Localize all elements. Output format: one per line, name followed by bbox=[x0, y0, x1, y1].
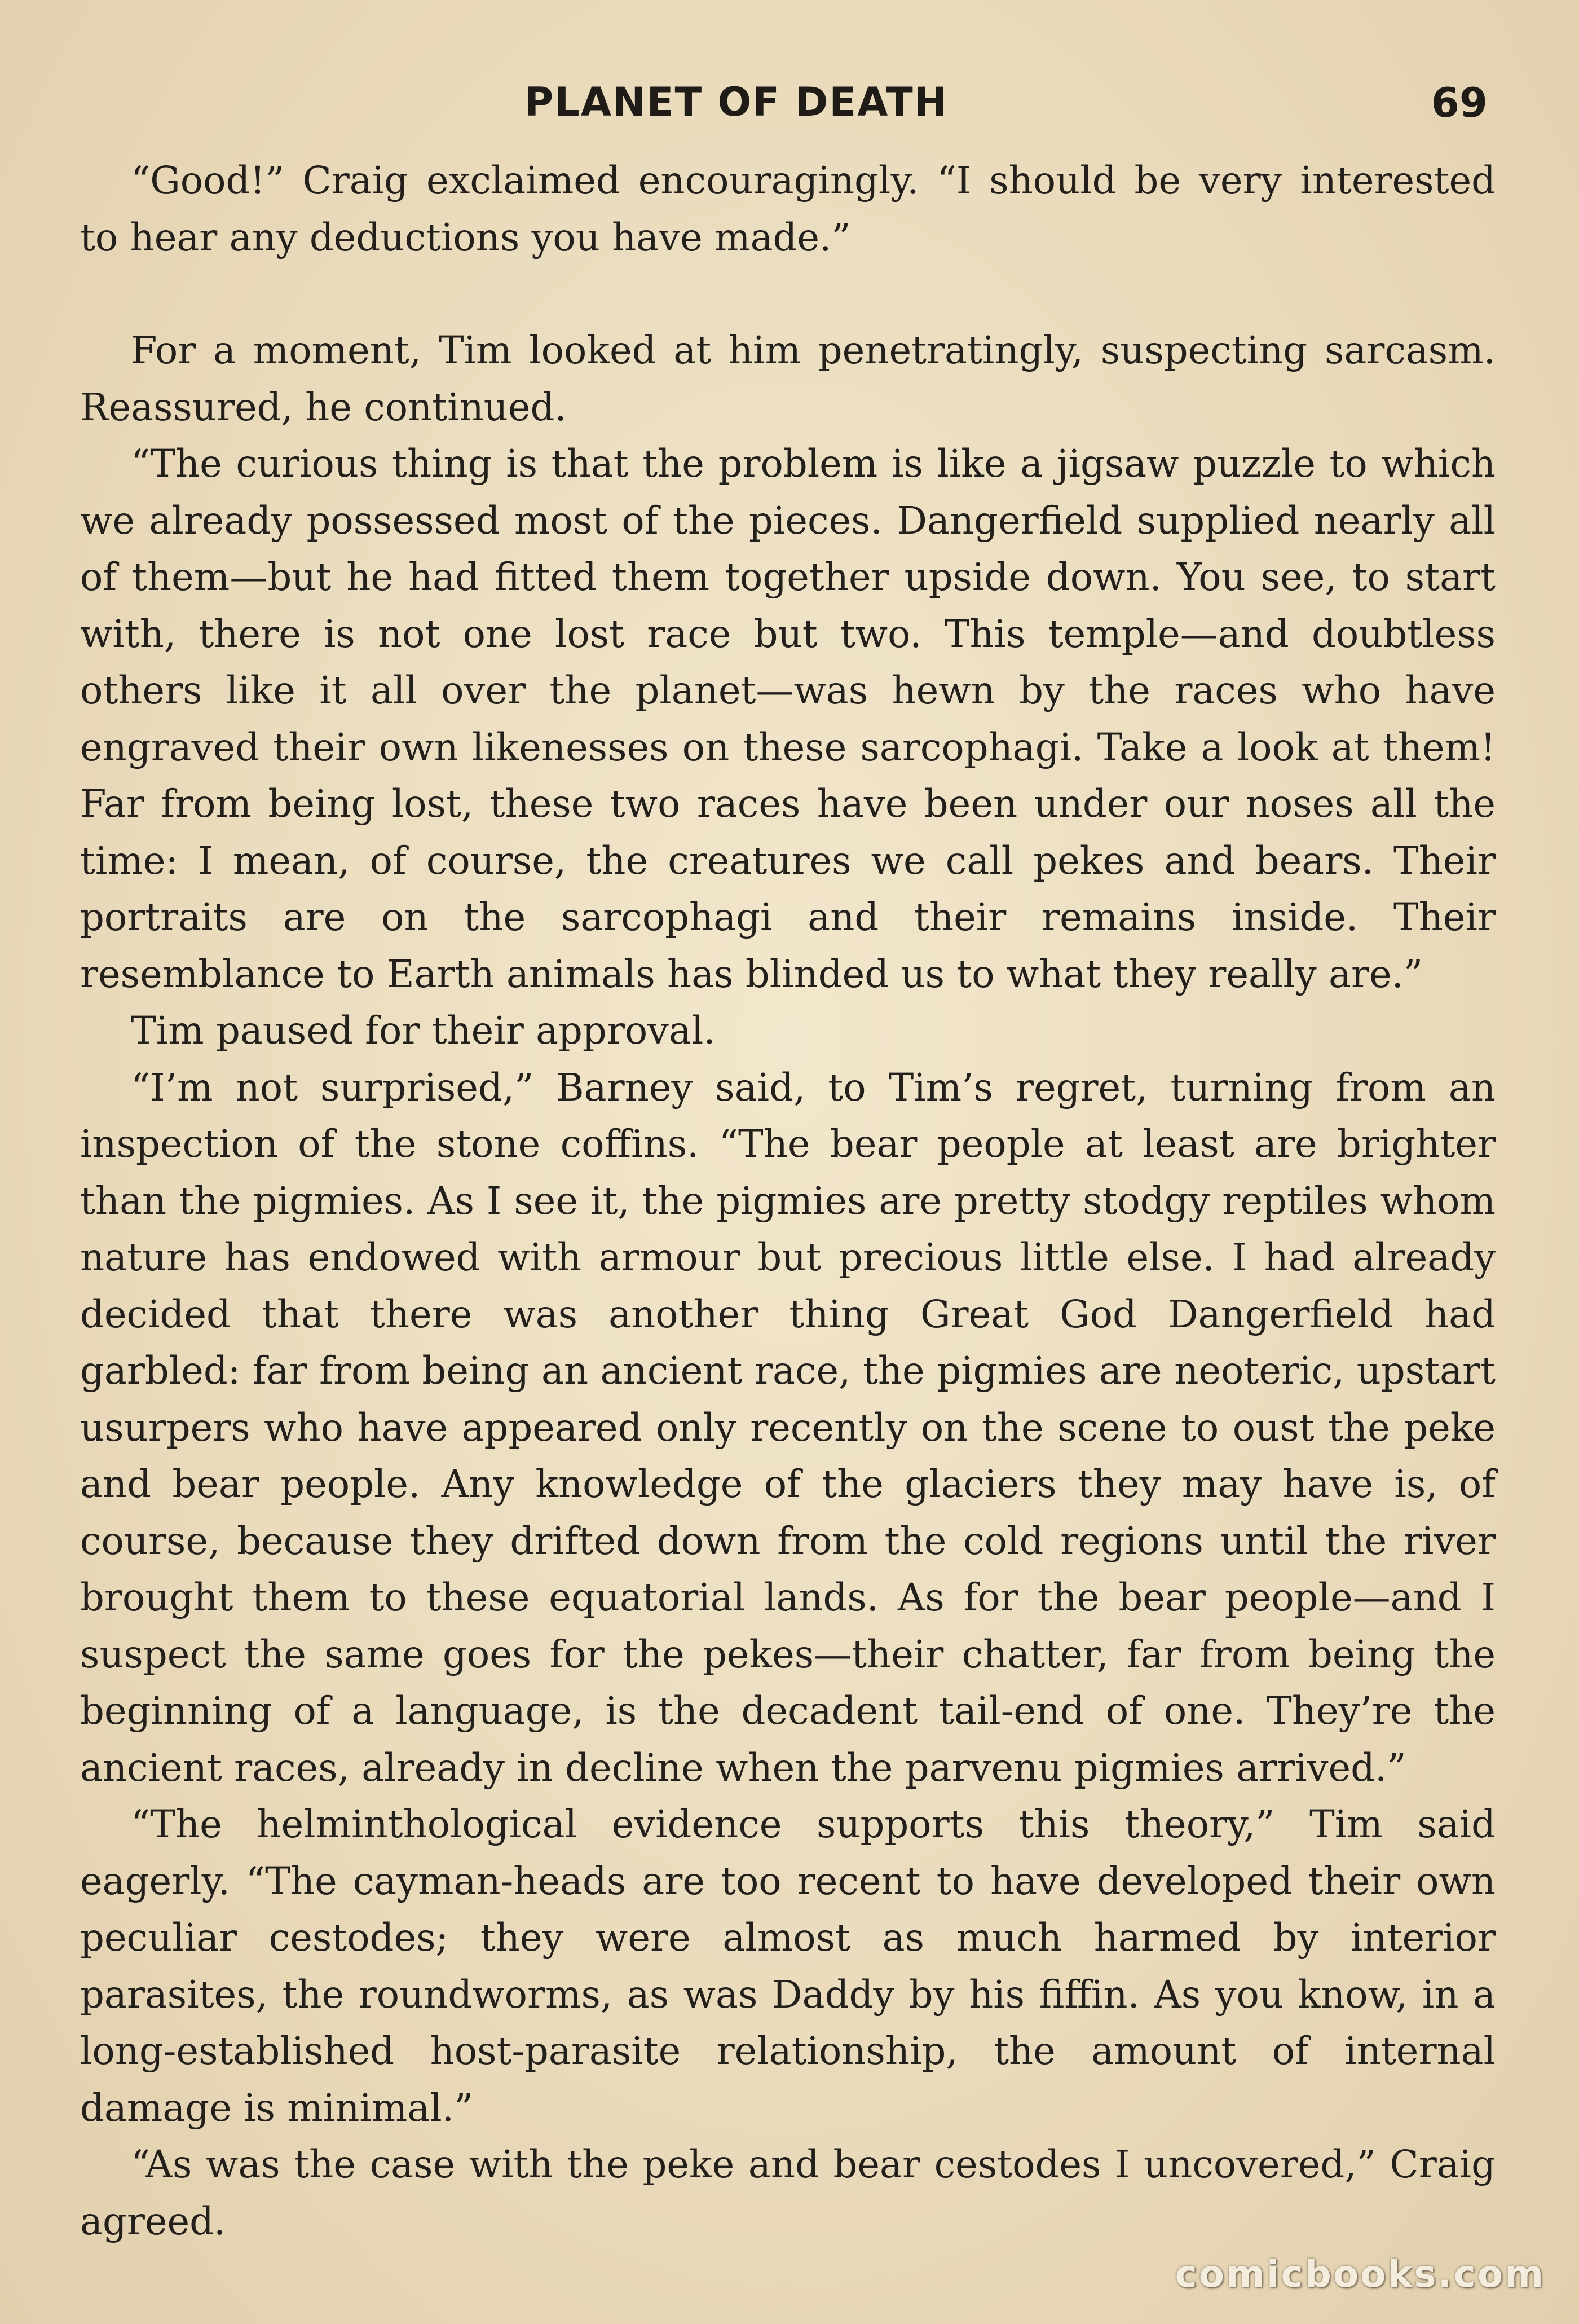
paragraph: For a moment, Tim looked at him penetratingly, suspecting sarcasm. Reassured, he continued. bbox=[80, 328, 1496, 429]
running-title: PLANET OF DEATH bbox=[524, 79, 949, 125]
paragraph: “The helminthological evidence supports this theory,” Tim said eagerly. “The cayman-heads are too recent to have developed their own peculiar cestodes; they were almost as much harmed by interior parasites, the roundworms, as was Daddy by his fiffin. As you know, in a long-established host-parasite relationship, the amount of internal damage is minimal.” bbox=[80, 1802, 1496, 2130]
paragraph: “Good!” Craig exclaimed encouragingly. “I should be very interested to hear any deductions you have made.” bbox=[80, 159, 1496, 259]
paragraph: “The curious thing is that the problem is like a jigsaw puzzle to which we already possessed most of the pieces. Dangerfield supplied nearly all of them—but he had fitted them together upside down. You see, to start with, there is not one lost race but two. This temple—and doubtless others like it all over the planet—was hewn by the races who have engraved their own likenesses on these sarcophagi. Take a look at them! Far from being lost, these two races have been under our noses all the time: I mean, of course, the creatures we call pekes and bears. Their portraits are on the sarcophagi and their remains inside. Their resemblance to Earth animals has blinded us to what they really are.” bbox=[80, 442, 1496, 996]
paragraph: “As was the case with the peke and bear cestodes I uncovered,” Craig agreed. bbox=[80, 2142, 1496, 2243]
paragraph: “I’m not surprised,” Barney said, to Tim’s regret, turning from an inspection of the stone coffins. “The bear people at least are brighter than the pigmies. As I see it, the pigmies are pretty stodgy reptiles whom nature has endowed with armour but precious little else. I had already decided that there was another thing Great God Dangerfield had garbled: far from being an ancient race, the pigmies are neoteric, upstart usurpers who have appeared only recently on the scene to oust the peke and bear people. Any knowledge of the glaciers they may have is, of course, because they drifted down from the cold regions until the river brought them to these equatorial lands. As for the bear people—and I suspect the same goes for the pekes—their chatter, far from being the beginning of a language, is the decadent tail-end of one. They’re the ancient races, already in decline when the parvenu pigmies arrived.” bbox=[80, 1065, 1496, 1790]
paragraph: Tim paused for their approval. bbox=[131, 1009, 716, 1053]
page-number: 69 bbox=[1431, 79, 1488, 126]
body-text bbox=[80, 152, 1496, 2250]
watermark: comicbooks.com bbox=[1175, 2252, 1545, 2296]
page-header bbox=[0, 79, 1579, 135]
